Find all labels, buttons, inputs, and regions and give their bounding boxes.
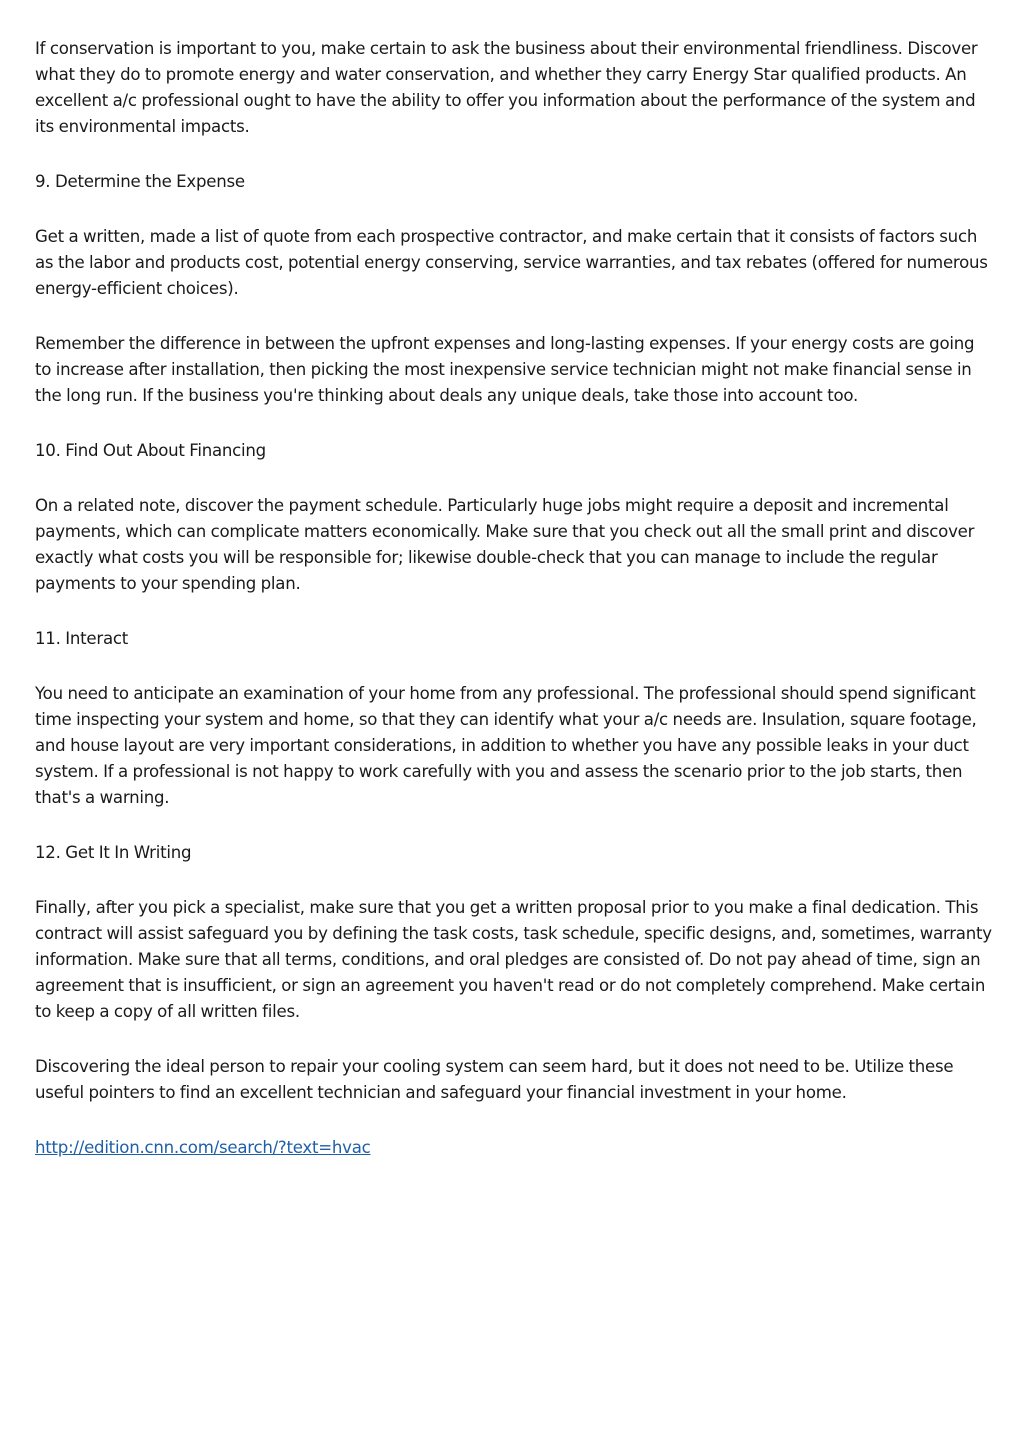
source-link[interactable]: http://edition.cnn.com/search/?text=hvac — [35, 1138, 371, 1157]
paragraph-conclusion: Discovering the ideal person to repair your cooling system can seem hard, but it does not need to be. Utilize these useful pointers to find an excellent technician and safeguard your financial investment in your home. — [35, 1057, 954, 1102]
heading-interact: 11. Interact — [35, 629, 129, 648]
heading-get-it-in-writing: 12. Get It In Writing — [35, 843, 192, 862]
heading-financing: 10. Find Out About Financing — [35, 441, 266, 460]
heading-determine-expense: 9. Determine the Expense — [35, 172, 245, 191]
paragraph-written-quote: Get a written, made a list of quote from each prospective contractor, and make certain that it consists of factors such as the labor and products cost, potential energy conserving, service warranties, and tax rebates (offered for numerous energy-efficient choices). — [35, 227, 988, 298]
link-paragraph — [35, 1135, 993, 1161]
document-body — [35, 36, 993, 1190]
paragraph-upfront-expenses: Remember the difference in between the upfront expenses and long-lasting expenses. If your energy costs are going to increase after installation, then picking the most inexpensive service technician might not make financial sense in the long run. If the business you're thinking about deals any unique deals, take those into account too. — [35, 334, 975, 405]
paragraph-home-examination: You need to anticipate an examination of your home from any professional. The professional should spend significant time inspecting your system and home, so that they can identify what your a/c needs are. Insulation, square footage, and house layout are very important considerations, in addition to whether you have any possible leaks in your duct system. If a professional is not happy to work carefully with you and assess the scenario prior to the job starts, then that's a warning. — [35, 684, 977, 807]
paragraph-conservation: If conservation is important to you, make certain to ask the business about their environmental friendliness. Discover what they do to promote energy and water conservation, and whether they carry Energy Star qualified products. An excellent a/c professional ought to have the ability to offer you information about the performance of the system and its environmental impacts. — [35, 39, 978, 136]
paragraph-payment-schedule: On a related note, discover the payment schedule. Particularly huge jobs might require a deposit and incremental payments, which can complicate matters economically. Make sure that you check out all the small print and discover exactly what costs you will be responsible for; likewise double-check that you can manage to include the regular payments to your spending plan. — [35, 496, 975, 593]
paragraph-written-proposal: Finally, after you pick a specialist, make sure that you get a written proposal prior to you make a final dedication. This contract will assist safeguard you by defining the task costs, task schedule, specific designs, and, sometimes, warranty information. Make sure that all terms, conditions, and oral pledges are consisted of. Do not pay ahead of time, sign an agreement that is insufficient, or sign an agreement you haven't read or do not completely comprehend. Make certain to keep a copy of all written files. — [35, 898, 992, 1021]
